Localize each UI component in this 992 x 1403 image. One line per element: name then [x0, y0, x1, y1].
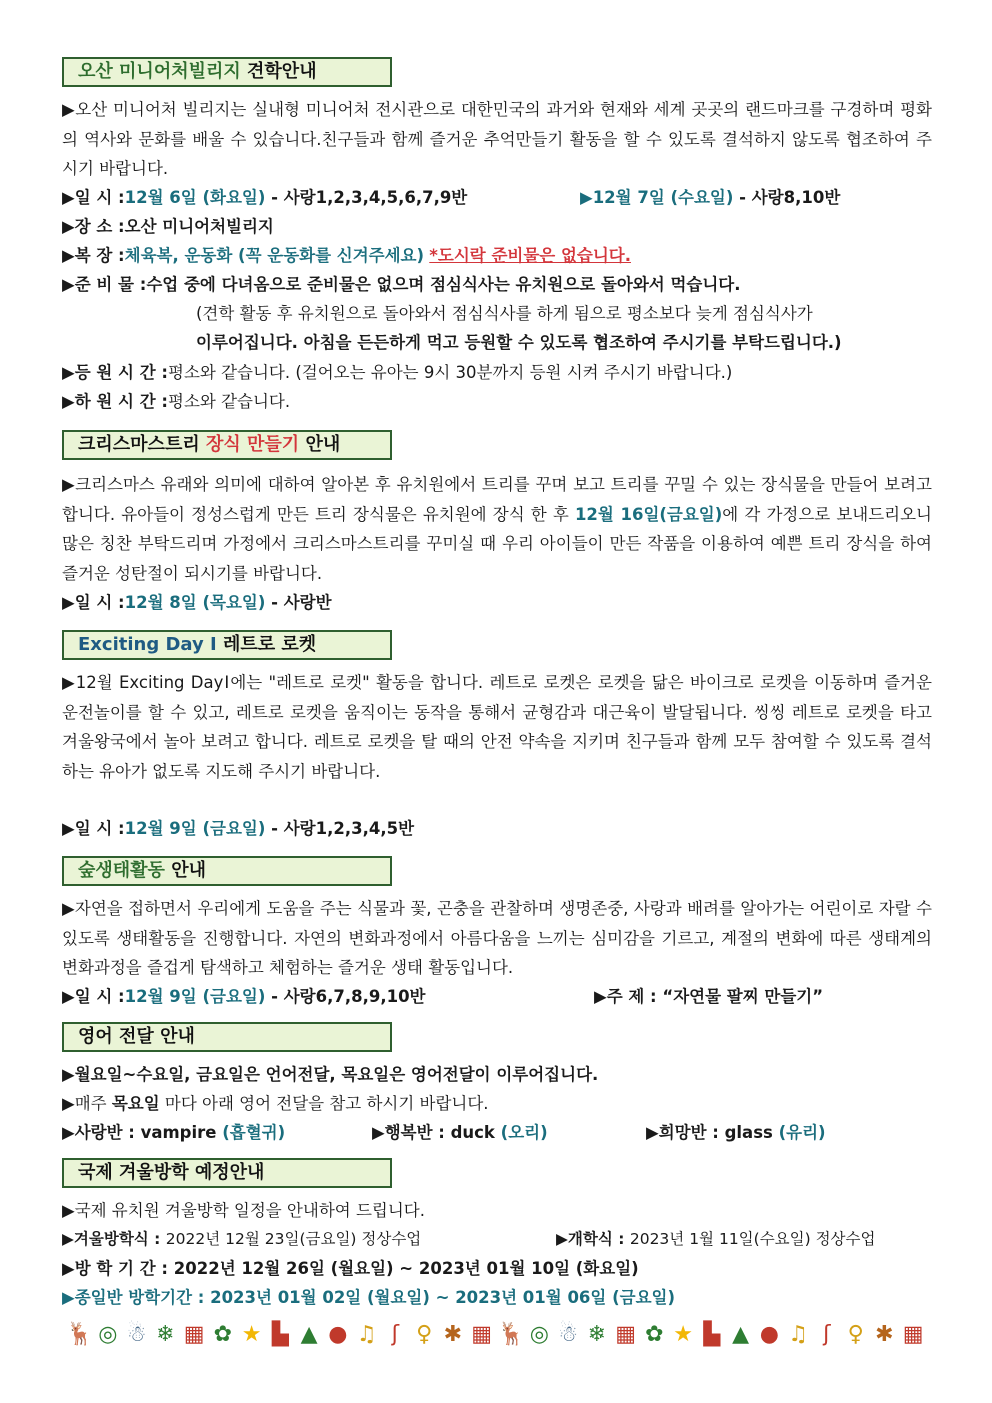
label: ▶행복반 :	[372, 1123, 451, 1142]
tree-icon: ▲	[732, 1322, 750, 1347]
place-value: 오산 미니어처빌리지	[124, 217, 274, 236]
class-list: - 사랑8,10반	[733, 188, 841, 207]
label: ▶일 시 :	[62, 593, 125, 612]
snowflake-icon: ❄	[587, 1322, 607, 1347]
break-period: 2022년 12월 26일 (월요일) ~ 2023년 01월 10일 (화요일)	[173, 1259, 639, 1278]
label: ▶개학식 :	[556, 1230, 630, 1248]
title-part: 장식 만들기	[205, 434, 300, 455]
label: ▶등 원 시 간 :	[62, 363, 169, 382]
para-text: 에 각 가정으로 보내드리오니 많은 칭찬 부탁드리며 가정에서 크리스마스트리를 꾸미실 때 우리 아이들이 만든 작품을 이용하여 예쁜 트리 장식을 하여 즐거운 성탄절이 되시기를 바랍니다.	[62, 504, 932, 583]
s1-leave-line	[62, 387, 932, 416]
s6-break-period	[62, 1254, 932, 1283]
label: ▶장 소 :	[62, 217, 125, 236]
text: 마다 아래 영어 전달을 참고 하시기 바랍니다.	[159, 1094, 489, 1113]
date-value: ▶12월 7일 (수요일)	[580, 188, 734, 207]
weekday: 목요일	[111, 1094, 160, 1113]
christmas-decoration-row	[66, 1320, 926, 1354]
title-part: 오산 미니어처빌리지	[78, 61, 241, 82]
section-title-winter-break: 국제 겨울방학 예정안내	[62, 1158, 392, 1188]
gingerbread-icon: ✱	[443, 1322, 463, 1347]
english-word: duck	[450, 1123, 501, 1142]
title-part: Exciting Day Ⅰ	[78, 634, 217, 655]
title-part: 안내	[299, 434, 341, 455]
wreath-icon: ◎	[529, 1322, 549, 1347]
s4-theme-line: ▶주 제 : “자연물 팔찌 만들기”	[594, 987, 824, 1006]
star-icon: ★	[241, 1322, 262, 1347]
word-sarang	[62, 1118, 362, 1147]
snowflake-icon: ❄	[156, 1322, 175, 1347]
title-part: 숲생태활동	[78, 860, 165, 881]
label: ▶일 시 :	[62, 987, 125, 1006]
gift-icon: ▦	[902, 1322, 924, 1347]
class-list: - 사랑1,2,3,4,5,6,7,9반	[265, 188, 468, 207]
candy-cane-icon: ʃ	[823, 1322, 831, 1347]
korean-meaning: (오리)	[500, 1123, 548, 1142]
holly-icon: ✿	[213, 1322, 233, 1347]
section-title-miniature-village	[62, 57, 392, 87]
arrive-value: 평소와 같습니다. (걸어오는 유아는 9시 30분까지 등원 시켜 주시기 바랍니다.)	[168, 363, 733, 382]
english-word: vampire	[140, 1123, 223, 1142]
date-value: 12월 9일 (금요일)	[124, 987, 266, 1006]
date-value: 12월 9일 (금요일)	[124, 819, 266, 838]
label: ▶방 학 기 간 :	[62, 1259, 174, 1278]
date-value: 12월 6일 (화요일)	[124, 188, 266, 207]
stocking-icon: ▙	[703, 1322, 721, 1347]
date-value: 12월 8일 (목요일)	[124, 593, 266, 612]
send-date: 12월 16일(금요일)	[574, 504, 723, 524]
class-list: - 사랑반	[265, 593, 332, 612]
snowman-icon: ☃	[126, 1322, 147, 1347]
title-part: 안내	[164, 860, 206, 881]
korean-meaning: (흡혈귀)	[222, 1123, 286, 1142]
section-title-christmas-tree	[62, 430, 392, 460]
angel-icon: ♀	[416, 1322, 433, 1347]
s6-fullday-break	[62, 1283, 932, 1312]
title-part: 레트로 로켓	[216, 634, 317, 655]
santa-icon: ●	[328, 1322, 348, 1347]
bell-icon: ♫	[788, 1322, 808, 1347]
section-title-exciting-day	[62, 630, 392, 660]
closing-date: 2022년 12월 23일(금요일) 정상수업	[165, 1230, 422, 1248]
label: ▶복 장 :	[62, 246, 125, 265]
bell-icon: ♫	[356, 1322, 377, 1347]
section-title-english: 영어 전달 안내	[62, 1022, 392, 1052]
s5-line1: ▶월요일~수요일, 금요일은 언어전달, 목요일은 영어전달이 이루어집니다.	[62, 1065, 599, 1084]
text: ▶매주	[62, 1094, 112, 1113]
english-word: glass	[724, 1123, 779, 1142]
star-icon: ★	[673, 1322, 693, 1347]
s6-line1: ▶국제 유치원 겨울방학 일정을 안내하여 드립니다.	[62, 1201, 425, 1220]
label: ▶준 비 물 :	[62, 275, 147, 294]
prep-text: 수업 중에 다녀옴으로 준비물은 없으며 점심식사는 유치원으로 돌아와서 먹습니다.	[146, 275, 741, 294]
tree-icon: ▲	[300, 1322, 318, 1347]
stocking-icon: ▙	[271, 1322, 289, 1347]
s5-line2	[62, 1089, 932, 1118]
christmas-paragraph	[62, 470, 932, 588]
title-part: 견학안내	[240, 61, 317, 82]
santa-icon: ●	[759, 1322, 779, 1347]
wreath-icon: ◎	[98, 1322, 118, 1347]
snowman-icon: ☃	[558, 1322, 578, 1347]
candy-cane-icon: ʃ	[391, 1322, 400, 1347]
label: ▶일 시 :	[62, 188, 125, 207]
korean-meaning: (유리)	[778, 1123, 826, 1142]
exciting-day-paragraph: ▶12월 Exciting DayⅠ에는 "레트로 로켓" 활동을 합니다. 레트로 로켓은 로켓을 닮은 바이크로 로켓을 이동하며 즐거운 운전놀이를 할 수 있고, 레트로 로켓을 움직이는 동작을 통해서 균형감과 대근육이 발달됩니다. 씽씽 레트로 로켓을 타고 겨울왕국에서 놀아 보려고 합니다. 레트로 로켓을 탈 때의 안전 약속을 지키며 친구들과 함께 모두 참여할 수 있도록 결석하는 유아가 없도록 지도해 주시기 바랍니다.	[62, 673, 932, 781]
section-title-forest-ecology	[62, 856, 392, 886]
title-part: 크리스마스트리	[78, 434, 206, 455]
label: ▶희망반 :	[646, 1123, 725, 1142]
class-list: - 사랑1,2,3,4,5반	[265, 819, 415, 838]
s2-date-line	[62, 588, 932, 617]
gingerbread-icon: ✱	[875, 1322, 894, 1347]
s6-opening-ceremony	[556, 1225, 932, 1254]
label: ▶겨울방학식 :	[62, 1230, 166, 1248]
s1-prep-line3: 이루어집니다. 아침을 든든하게 먹고 등원할 수 있도록 협조하여 주시기를 부탁드립니다.)	[196, 333, 842, 352]
reindeer-icon: 🦌	[66, 1322, 94, 1347]
s6-closing-ceremony	[62, 1225, 542, 1254]
s1-date2-line	[580, 183, 940, 212]
gift-icon: ▦	[183, 1322, 205, 1347]
gift-icon: ▦	[471, 1322, 493, 1347]
gift-icon: ▦	[615, 1322, 637, 1347]
label: ▶사랑반 :	[62, 1123, 141, 1142]
label: ▶하 원 시 간 :	[62, 392, 169, 411]
leave-value: 평소와 같습니다.	[168, 392, 291, 411]
angel-icon: ♀	[847, 1322, 864, 1347]
intro-paragraph: ▶오산 미니어처 빌리지는 실내형 미니어처 전시관으로 대한민국의 과거와 현재와 세계 곳곳의 랜드마크를 구경하며 평화의 역사와 문화를 배울 수 있습니다.친구들과 함께 즐거운 추억만들기 활동을 할 수 있도록 결석하지 않도록 협조하여 주시기 바랍니다.	[62, 100, 932, 178]
s1-place-line	[62, 212, 932, 241]
word-huimang	[646, 1118, 926, 1147]
label: ▶일 시 :	[62, 819, 125, 838]
fullday-period: 2023년 01월 02일 (월요일) ~ 2023년 01월 06일 (금요일)	[210, 1288, 675, 1307]
cloth-note: *도시락 준비물은 없습니다.	[429, 246, 631, 265]
label: ▶종일반 방학기간 :	[62, 1288, 211, 1307]
class-list: - 사랑6,7,8,9,10반	[265, 987, 426, 1006]
holly-icon: ✿	[645, 1322, 664, 1347]
reindeer-icon: 🦌	[497, 1322, 525, 1347]
s1-prep-line2: (견학 활동 후 유치원으로 돌아와서 점심식사를 하게 됨으로 평소보다 늦게 점심식사가	[196, 304, 813, 323]
para-text: ▶크리스마스 유래와 의미에 대하여 알아본 후 유치원에서 트리를 꾸며 보고 트리를 꾸밀 수 있는 장식물을 만들어 보려고 합니다. 유아들이 정성스럽게 만든 트리 장식물은 유치원에 장식 한 후	[62, 475, 932, 524]
word-haengbok	[372, 1118, 632, 1147]
s1-arrive-line	[62, 358, 932, 387]
forest-paragraph: ▶자연을 접하면서 우리에게 도움을 주는 식물과 꽃, 곤충을 관찰하며 생명존중, 사랑과 배려를 알아가는 어린이로 자랄 수 있도록 생태활동을 진행합니다. 자연의 변화과정에서 아름다움을 느끼는 심미감을 기르고, 계절의 변화에 따른 생태계의 변화과정을 즐겁게 탐색하고 체험하는 즐거운 생태 활동입니다.	[62, 899, 932, 977]
cloth-value: 체육복, 운동화 (꼭 운동화를 신겨주세요)	[124, 246, 425, 265]
s3-date-line	[62, 814, 932, 843]
s1-prep-line	[62, 270, 932, 299]
s1-cloth-line	[62, 241, 932, 270]
opening-date: 2023년 1월 11일(수요일) 정상수업	[629, 1230, 876, 1248]
